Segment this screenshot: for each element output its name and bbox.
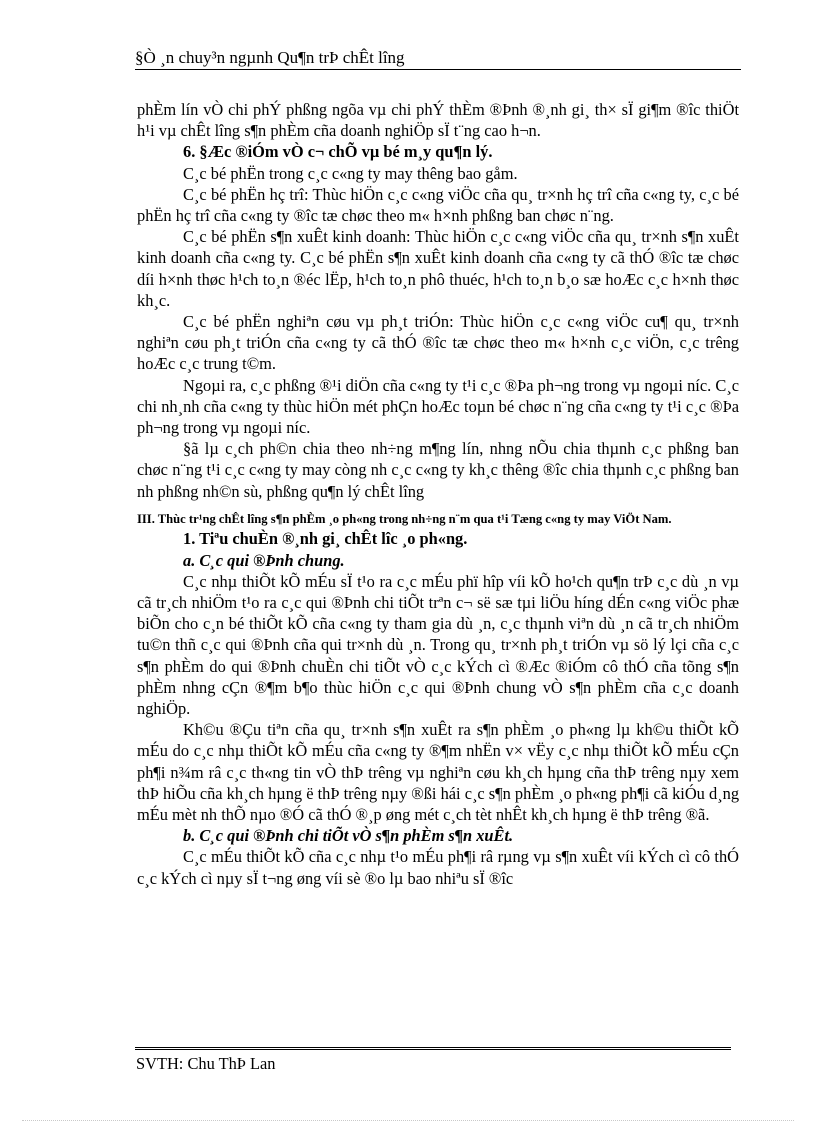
body-paragraph: C¸c bé phËn trong c¸c c«ng ty may thêng bao gåm. [183, 163, 518, 183]
subsection-heading-1: 1. Tiªu chuÈn ®¸nh gi¸ chÊt lîc ¸o ph«ng. [183, 529, 468, 549]
body-paragraph: Ngoµi ra, c¸c phßng ®¹i diÖn cña c«ng ty t¹i c¸c ®Þa ph¬ng trong vµ ngoµi níc. C¸c chi nh¸nh cña c«ng ty thùc hiÖn mét phÇn hoÆc toµn bé chøc n¨ng cña c«ng ty t¹i c¸c ®Þa ph¬ng trong vµ ngoµi níc. [137, 375, 739, 438]
body-paragraph: §ã lµ c¸ch ph©n chia theo nh÷ng m¶ng lín, nhng nÕu chia thµnh c¸c phßng ban chøc n¨ng t¹i c¸c c«ng ty may còng nh c¸c c«ng ty kh¸c thêng ®îc chia thµnh c¸c phßng ban nh phßng nh©n sù, phßng qu¶n lý chÊt lîng [137, 439, 739, 501]
section-heading-iii: III. Thùc tr¹ng chÊt lîng s¶n phÈm ¸o ph«ng trong nh÷ng n¨m qua t¹i Tæng c«ng ty may ViÖt Nam. [137, 511, 672, 526]
body-paragraph: C¸c mÉu thiÕt kÕ cña c¸c nhµ t¹o mÉu ph¶i râ rµng vµ s¶n xuÊt víi kÝch cì cô thÓ c¸c kÝch cì nµy sÏ t¬ng øng víi sè ®o lµ bao nhiªu sÏ ®îc [137, 847, 739, 888]
body-paragraph: C¸c bé phËn nghiªn cøu vµ ph¸t triÓn: Thùc hiÖn c¸c c«ng viÖc cu¶ qu¸ tr×nh nghiªn cøu ph¸t triÓn cña c«ng ty cã thÓ ®îc tæ chøc theo m« h×nh c¸c viÖn, c¸c trêng hoÆc c¸c trung t©m. [137, 312, 739, 374]
page-bottom-edge [22, 1120, 794, 1121]
body-paragraph: phÈm lín vÒ chi phÝ phßng ngõa vµ chi phÝ thÈm ®Þnh ®¸nh gi¸ th× sÏ gi¶m ®îc thiÖt h¹i vµ chÊt lîng s¶n phÈm cña doanh nghiÖp sÏ t¨ng cao h¬n. [137, 100, 739, 141]
subsection-heading-b: b. C¸c qui ®Þnh chi tiÕt vÒ s¶n phÈm s¶n xuÊt. [183, 826, 514, 846]
subsection-heading-a: a. C¸c qui ®Þnh chung. [183, 550, 345, 570]
page-header-title: §Ò ¸n chuy³n ngµnh Qu¶n trÞ chÊt lîng [135, 48, 405, 67]
page-footer-author: SVTH: Chu ThÞ Lan [136, 1054, 276, 1073]
footer-divider [135, 1047, 731, 1051]
body-paragraph: Kh©u ®Çu tiªn cña qu¸ tr×nh s¶n xuÊt ra s¶n phÈm ¸o ph«ng lµ kh©u thiÕt kÕ mÉu do c¸c nhµ thiÕt kÕ mÉu cña c«ng ty ®¶m nhËn v× vËy c¸c nhµ thiÕt kÕ mÉu cÇn ph¶i n¾m râ c¸c th«ng tin vÒ thÞ trêng vµ nghiªn cøu kh¸ch hµng cña thÞ trêng nµy xem thÞ hiÕu cña kh¸ch hµng ë thÞ trêng nµy ®ßi hái c¸c s¶n phÈm ¸o ph«ng ph¶i cã kiÓu d¸ng mÉu mèt nh thÕ nµo ®Ó cã thÓ ®¸p øng mét c¸ch tèt nhÊt kh¸ch hµng ë thÞ trêng ®ã. [137, 720, 740, 824]
body-paragraph: C¸c bé phËn hç trî: Thùc hiÖn c¸c c«ng viÖc cña qu¸ tr×nh hç trî cña c«ng ty, c¸c bé phËn hç trî cña c«ng ty ®îc tæ chøc theo m« h×nh phßng ban chøc n¨ng. [137, 184, 739, 226]
body-paragraph: C¸c nhµ thiÕt kÕ mÉu sÏ t¹o ra c¸c mÉu phï hîp víi kÕ ho¹ch qu¶n trÞ c¸c dù ¸n vµ cã tr¸ch nhiÖm t¹o ra c¸c qui ®Þnh chi tiÕt trªn c¬ së sæ tµi liÖu híng dÉn c«ng viÖc phæ biÕn cho c¸n bé thiÕt kÕ cña c«ng ty tham gia dù ¸n, c¸c thµnh viªn dù ¸n cã tr¸ch nhiÖm tu©n thñ c¸c qui ®Þnh cña qui tr×nh dù ¸n. Trong qu¸ tr×nh ph¸t triÓn vµ sö lý lçi cña c¸c s¶n phÈm do qui ®Þnh chuÈn chi tiÕt vÒ c¸c kÝch cì ®Æc ®iÓm cô thÓ cña tõng s¶n phÈm nhng cÇn ®¶m b¶o thùc hiÖn c¸c qui ®Þnh chung vÒ s¶n phÈm cña c¸c doanh nghiÖp. [137, 571, 739, 718]
page-body [137, 99, 739, 889]
section-heading-6: 6. §Æc ®iÓm vÒ c¬ chÕ vµ bé m¸y qu¶n lý. [183, 142, 493, 162]
body-paragraph: C¸c bé phËn s¶n xuÊt kinh doanh: Thùc hiÖn c¸c c«ng viÖc cña qu¸ tr×nh s¶n xuÊt kinh doanh cña c«ng ty. C¸c bé phËn s¶n xuÊt kinh doanh cña c«ng ty cã thÓ ®îc tæ chøc díi h×nh thøc h¹ch to¸n ®éc lËp, h¹ch to¸n phô thuéc, h¹ch to¸n b¸o sæ hoÆc c¸c h×nh thøc kh¸c. [137, 227, 739, 310]
header-divider [135, 69, 741, 70]
